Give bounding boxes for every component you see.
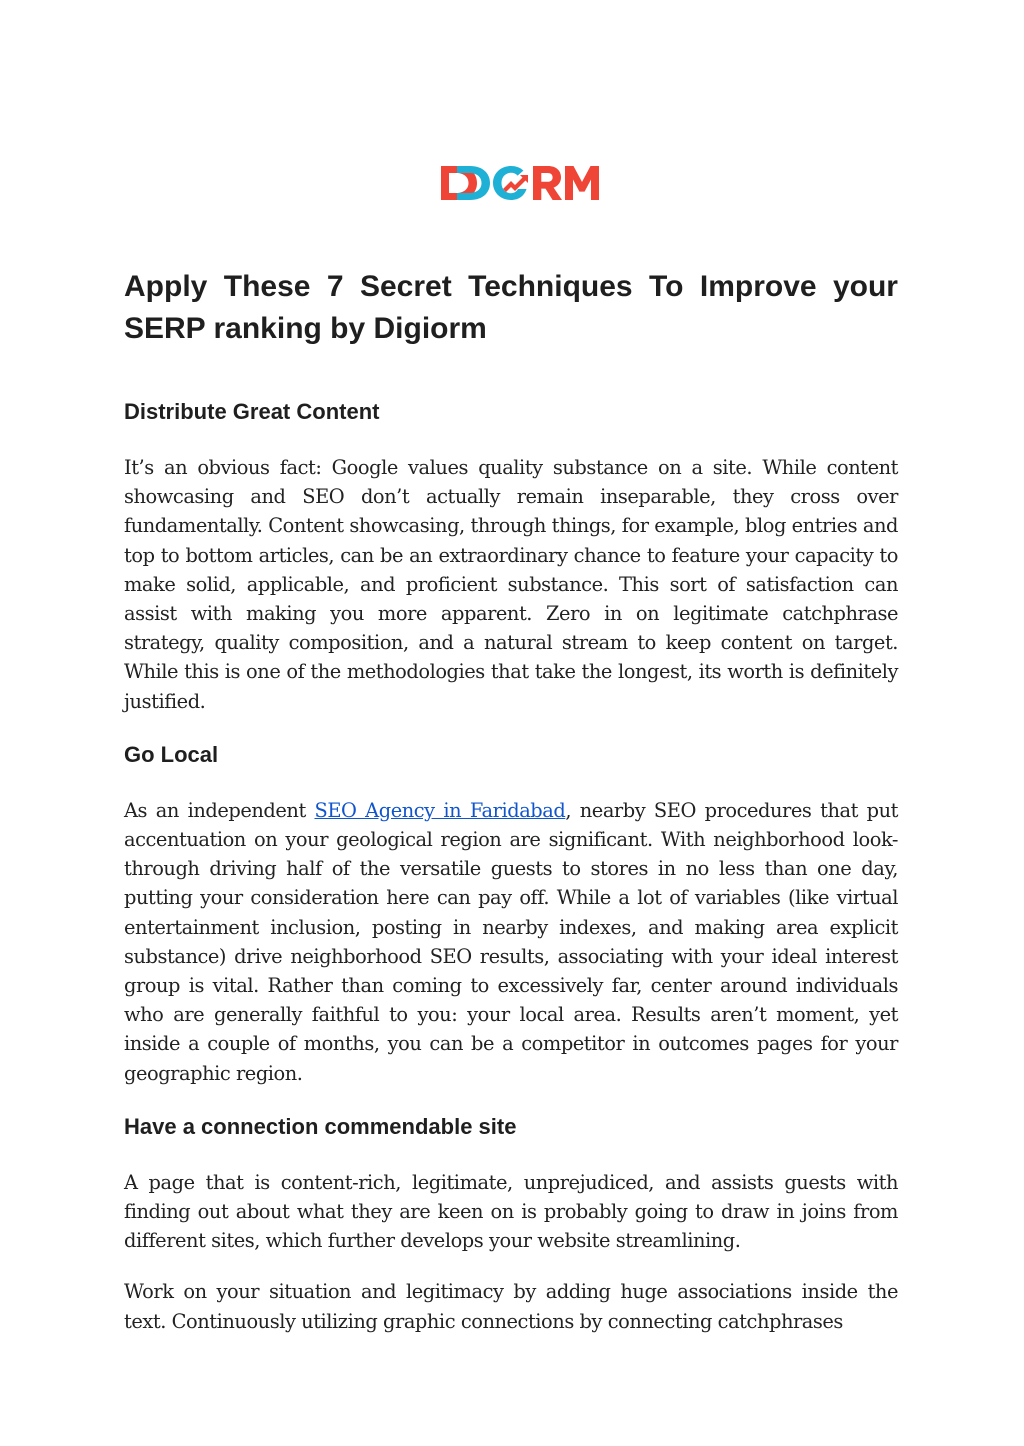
- digiorm-logo: [437, 160, 599, 206]
- paragraph-go-local: [124, 796, 898, 1088]
- paragraph-connection-site-1: A page that is content-rich, legitimate, unprejudiced, and assists guests with finding out about what they are keen on is probably going to draw in joins from different sites, which further develops your website streamlining.: [124, 1170, 898, 1253]
- paragraph-go-local-prefix: As an independent: [124, 798, 315, 822]
- section-heading-distribute-great-content: Distribute Great Content: [124, 399, 380, 424]
- paragraph-connection-site-2: Work on your situation and legitimacy by adding huge associations inside the text. Continuously utilizing graphic connections by connecting catchphrases: [124, 1280, 898, 1333]
- paragraph-go-local-suffix: , nearby SEO procedures that put accentuation on your geological region are significant. With neighborhood look-through driving half of the versatile guests to stores in no less than one day, putting your consideration here can pay off. While a lot of variables (like virtual entertainment inclusion, posting in nearby indexes, and making area explicit substance) drive neighborhood SEO results, associating with your ideal interest group is vital. Rather than coming to excessively far, center around individuals who are generally faithful to you: your local area. Results aren’t moment, yet inside a couple of months, you can be a competitor in outcomes pages for your geographic region.: [124, 798, 898, 1085]
- article: [124, 266, 898, 1336]
- digiorm-logo-icon: [437, 160, 599, 206]
- section-heading-connection-site: Have a connection commendable site: [124, 1113, 517, 1139]
- page-title: Apply These 7 Secret Techniques To Improve your SERP ranking by Digiorm: [124, 270, 898, 345]
- paragraph-distribute-great-content: It’s an obvious fact: Google values quality substance on a site. While content showcasing and SEO don’t actually remain inseparable, they cross over fundamentally. Content showcasing, through things, for example, blog entries and top to bottom articles, can be an extraordinary chance to feature your capacity to make solid, applicable, and proficient substance. This sort of satisfaction can assist with making you more apparent. Zero in on legitimate catchphrase strategy, quality composition, and a natural stream to keep content on target. While this is one of the methodologies that take the longest, its worth is definitely justified.: [124, 456, 898, 713]
- seo-agency-link[interactable]: SEO Agency in Faridabad: [314, 798, 566, 822]
- section-heading-go-local: Go Local: [124, 741, 219, 767]
